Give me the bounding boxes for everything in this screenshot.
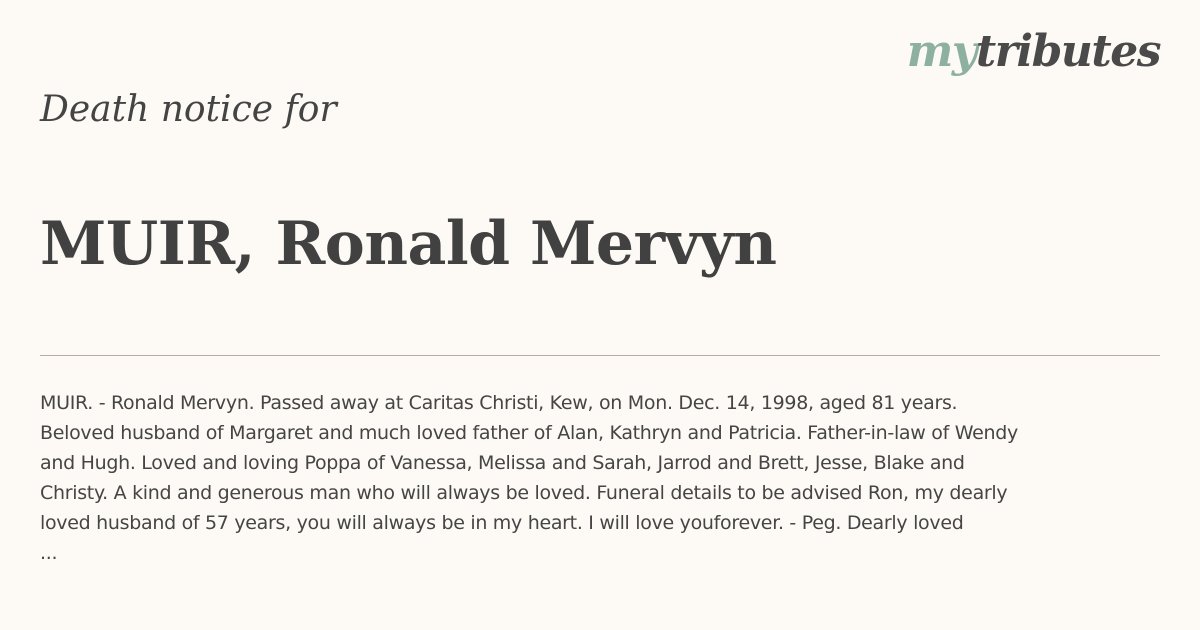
notice-line: and Hugh. Loved and loving Poppa of Vanessa, Melissa and Sarah, Jarrod and Brett, Jesse, Blake and xyxy=(40,452,965,474)
logo-tributes-text: tributes xyxy=(975,26,1160,77)
mytributes-logo[interactable] xyxy=(906,26,1160,77)
notice-line: Christy. A kind and generous man who will always be loved. Funeral details to be advised Ron, my dearly xyxy=(40,482,1008,504)
notice-text xyxy=(40,388,1160,568)
deceased-name-heading: MUIR, Ronald Mervyn xyxy=(40,209,777,279)
notice-line: Beloved husband of Margaret and much loved father of Alan, Kathryn and Patricia. Father-in-law of Wendy xyxy=(40,422,1018,444)
notice-line: loved husband of 57 years, you will always be in my heart. I will love youforever. - Peg. Dearly loved xyxy=(40,512,964,534)
notice-ellipsis: ... xyxy=(40,542,58,564)
notice-line: MUIR. - Ronald Mervyn. Passed away at Caritas Christi, Kew, on Mon. Dec. 14, 1998, aged 81 years. xyxy=(40,392,958,414)
logo-my-text: my xyxy=(906,26,976,77)
notice-intro-heading: Death notice for xyxy=(40,89,337,130)
section-divider xyxy=(40,355,1160,356)
